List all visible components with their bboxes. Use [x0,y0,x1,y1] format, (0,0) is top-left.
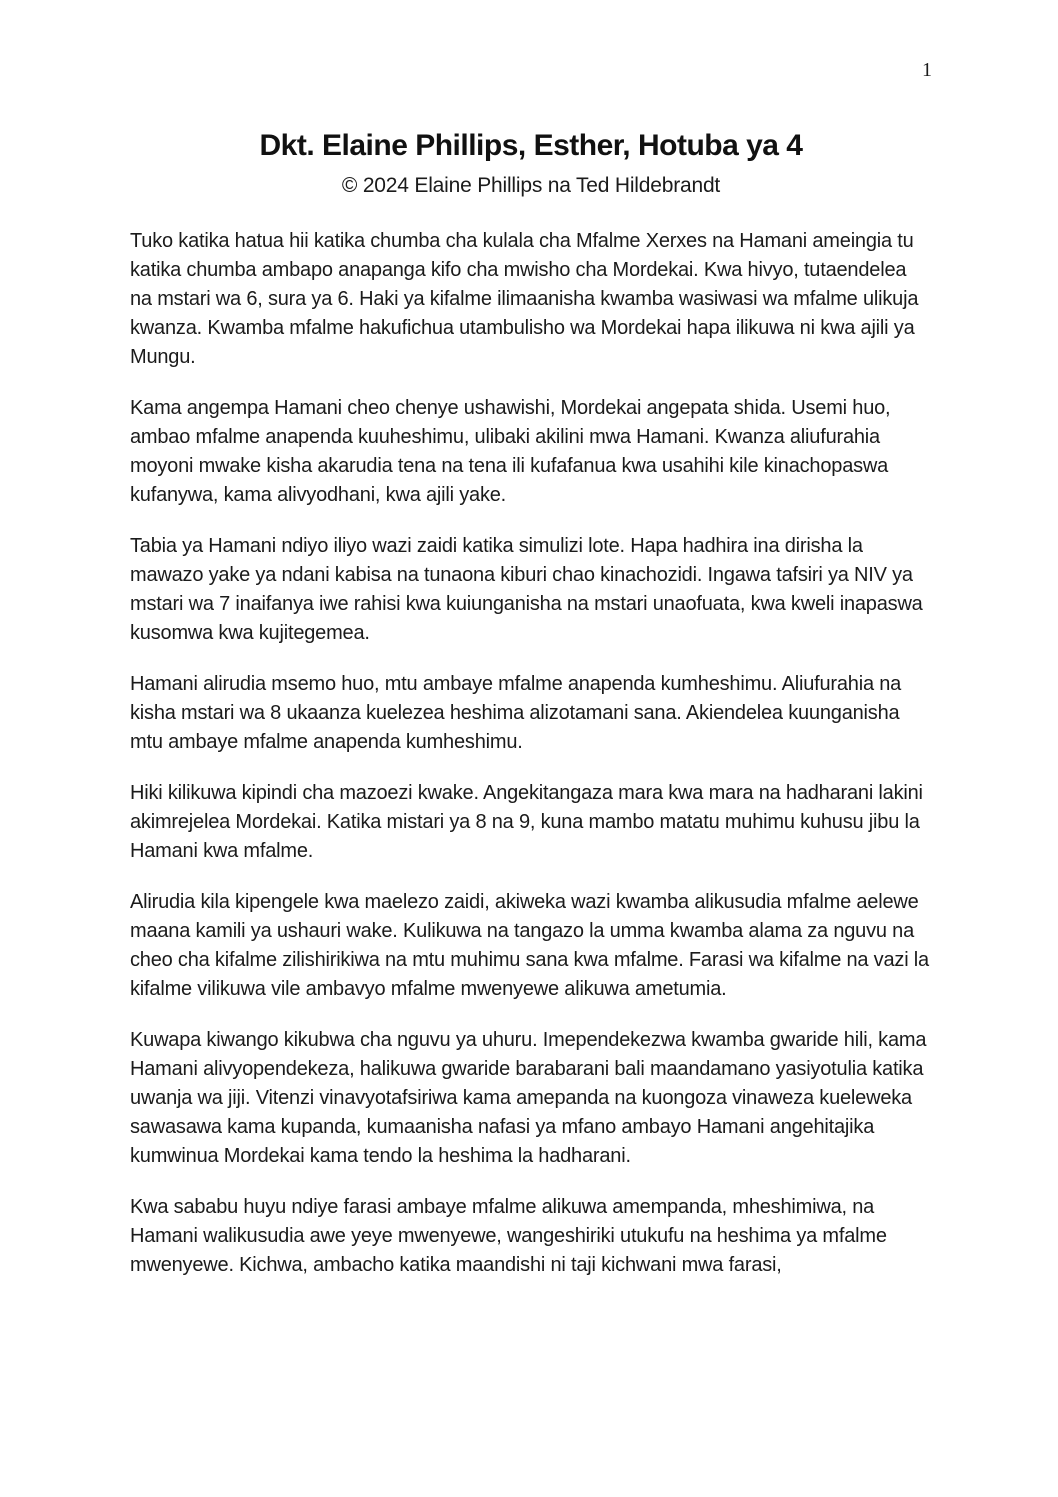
body-paragraph-8: Kwa sababu huyu ndiye farasi ambaye mfalme alikuwa amempanda, mheshimiwa, na Hamani walikusudia awe yeye mwenyewe, wangeshiriki utukufu na heshima ya mfalme mwenyewe. Kichwa, ambacho katika maandishi ni taji kichwani mwa farasi, [130,1196,887,1276]
document-title: Dkt. Elaine Phillips, Esther, Hotuba ya 4 [259,129,803,162]
copyright-line: © 2024 Elaine Phillips na Ted Hildebrandt [341,174,721,197]
body-text [130,227,932,1280]
page-number: 1 [922,59,932,81]
document-content [130,126,932,1302]
body-paragraph-4: Hamani alirudia msemo huo, mtu ambaye mfalme anapenda kumheshimu. Aliufurahia na kisha mstari wa 8 ukaanza kuelezea heshima alizotamani sana. Akiendelea kuunganisha mtu ambaye mfalme anapenda kumheshimu. [130,673,902,753]
page-header [922,58,932,82]
body-paragraph-3: Tabia ya Hamani ndiyo iliyo wazi zaidi katika simulizi lote. Hapa hadhira ina dirisha la mawazo yake ya ndani kabisa na tunaona kiburi chao kinachozidi. Ingawa tafsiri ya NIV ya mstari wa 7 inaifanya iwe rahisi kwa kuiunganisha na mstari unaofuata, kwa kweli inapaswa kusomwa kwa kujitegemea. [130,535,923,644]
body-paragraph-1: Tuko katika hatua hii katika chumba cha kulala cha Mfalme Xerxes na Hamani ameingia tu katika chumba ambapo anapanga kifo cha mwisho cha Mordekai. Kwa hivyo, tutaendelea na mstari wa 6, sura ya 6. Haki ya kifalme ilimaanisha kwamba wasiwasi wa mfalme ulikuja kwanza. Kwamba mfalme hakufichua utambulisho wa Mordekai hapa ilikuwa ni kwa ajili ya Mungu. [130,230,919,368]
body-paragraph-7: Kuwapa kiwango kikubwa cha nguvu ya uhuru. Imependekezwa kwamba gwaride hili, kama Hamani alivyopendekeza, halikuwa gwaride barabarani bali maandamano yasiyotulia katika uwanja wa jiji. Vitenzi vinavyotafsiriwa kama amepanda na kuongoza vinaweza kueleweka sawasawa kama kupanda, kumaanisha nafasi ya mfano ambayo Hamani angehitajika kumwinua Mordekai kama tendo la heshima la hadharani. [130,1029,927,1167]
body-paragraph-6: Alirudia kila kipengele kwa maelezo zaidi, akiweka wazi kwamba alikusudia mfalme aelewe maana kamili ya ushauri wake. Kulikuwa na tangazo la umma kwamba alama za nguvu na cheo cha kifalme zilishirikiwa na mtu muhimu sana kwa mfalme. Farasi wa kifalme na vazi la kifalme vilikuwa vile ambavyo mfalme mwenyewe alikuwa ametumia. [130,891,929,1000]
body-paragraph-5: Hiki kilikuwa kipindi cha mazoezi kwake. Angekitangaza mara kwa mara na hadharani lakini akimrejelea Mordekai. Katika mistari ya 8 na 9, kuna mambo matatu muhimu kuhusu jibu la Hamani kwa mfalme. [130,782,923,862]
body-paragraph-2: Kama angempa Hamani cheo chenye ushawishi, Mordekai angepata shida. Usemi huo, ambao mfalme anapenda kuuheshimu, ulibaki akilini mwa Hamani. Kwanza aliufurahia moyoni mwake kisha akarudia tena na tena ili kufafanua kwa usahihi kile kinachopaswa kufanywa, kama alivyodhani, kwa ajili yake. [130,397,891,506]
